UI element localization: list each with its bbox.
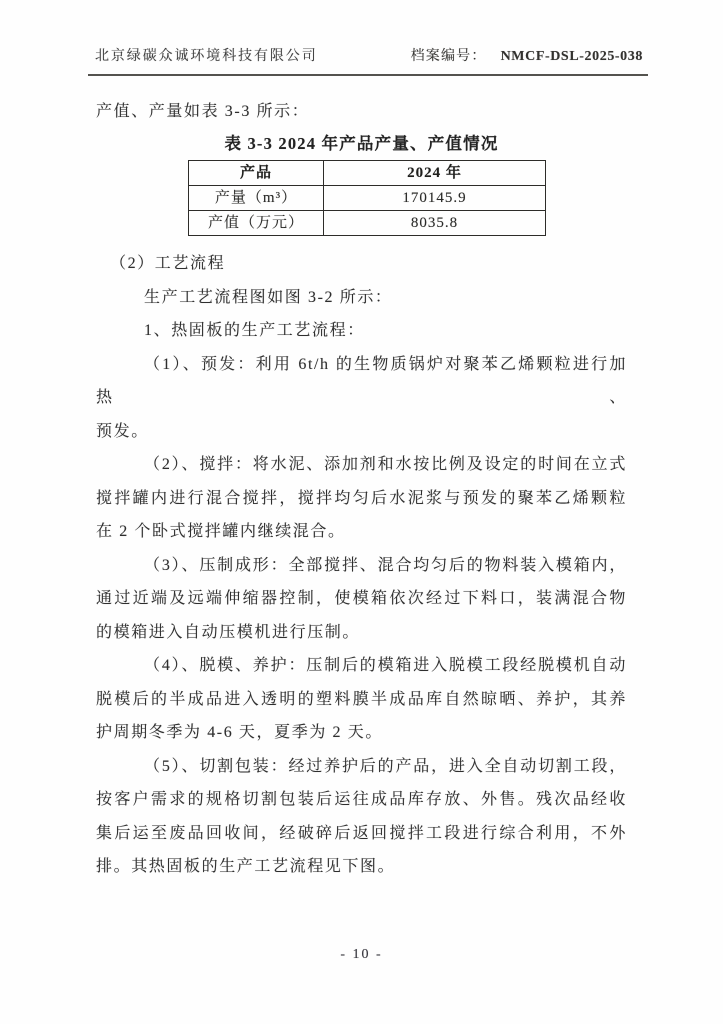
page-body bbox=[96, 95, 627, 884]
table-header-row bbox=[189, 160, 546, 185]
table-cell-output-label: 产量（m³） bbox=[189, 185, 324, 210]
page-number: - 10 - bbox=[340, 947, 383, 962]
table-cell-value-label: 产值（万元） bbox=[189, 210, 324, 235]
table-title: 表 3-3 2024 年产品产量、产值情况 bbox=[224, 133, 499, 153]
body-line: 1、热固板的生产工艺流程： bbox=[144, 322, 365, 339]
body-line: （3）、压制成形：全部搅拌、混合均匀后的物料装入模箱内， bbox=[144, 556, 627, 574]
body-line: 预发。 bbox=[96, 422, 149, 440]
body-line: （2）、搅拌：将水泥、添加剂和水按比例及设定的时间在立式 bbox=[144, 456, 627, 473]
table-cell-output-value: 170145.9 bbox=[324, 185, 546, 210]
table-cell-value-value: 8035.8 bbox=[324, 210, 546, 235]
body-line: 排。其热固板的生产工艺流程见下图。 bbox=[96, 858, 396, 875]
intro-line: 产值、产量如表 3-3 所示： bbox=[96, 103, 310, 120]
body-line: 按客户需求的规格切割包装后运往成品库存放、外售。残次品经收 bbox=[96, 791, 627, 808]
archive-number-block bbox=[411, 45, 643, 65]
body-line: 护周期冬季为 4-6 天，夏季为 2 天。 bbox=[96, 724, 383, 741]
table-row bbox=[189, 185, 546, 210]
body-line: 生产工艺流程图如图 3-2 所示： bbox=[144, 288, 393, 306]
page-header bbox=[88, 45, 648, 76]
archive-number-label: 档案编号： bbox=[410, 49, 487, 64]
body-line: 脱模后的半成品进入透明的塑料膜半成品库自然晾晒、养护，其养 bbox=[96, 690, 627, 708]
body-line: 的模箱进入自动压模机进行压制。 bbox=[96, 623, 361, 641]
body-line: 集后运至废品回收间，经破碎后返回搅拌工段进行综合利用，不外 bbox=[96, 824, 627, 842]
body-line: 通过近端及远端伸缩器控制，使模箱依次经过下料口，装满混合物 bbox=[96, 590, 627, 607]
body-line: （5）、切割包装：经过养护后的产品，进入全自动切割工段， bbox=[144, 757, 627, 775]
body-line: （4）、脱模、养护：压制后的模箱进入脱模工段经脱模机自动 bbox=[144, 657, 627, 674]
body-line: （1）、预发：利用 6t/h 的生物质锅炉对聚苯乙烯颗粒进行加热、 bbox=[96, 355, 627, 406]
body-line: 在 2 个卧式搅拌罐内继续混合。 bbox=[96, 523, 346, 540]
body-line: （2）工艺流程 bbox=[110, 255, 226, 272]
production-table bbox=[188, 160, 546, 236]
table-header-year: 2024 年 bbox=[324, 160, 546, 185]
paragraph-lines bbox=[96, 247, 627, 884]
table-row bbox=[189, 210, 546, 235]
body-line: 搅拌罐内进行混合搅拌，搅拌均匀后水泥浆与预发的聚苯乙烯颗粒 bbox=[96, 489, 627, 507]
table-header-product: 产品 bbox=[189, 160, 324, 185]
company-name: 北京绿碳众诚环境科技有限公司 bbox=[95, 49, 318, 64]
archive-number-value: NMCF-DSL-2025-038 bbox=[500, 49, 643, 64]
